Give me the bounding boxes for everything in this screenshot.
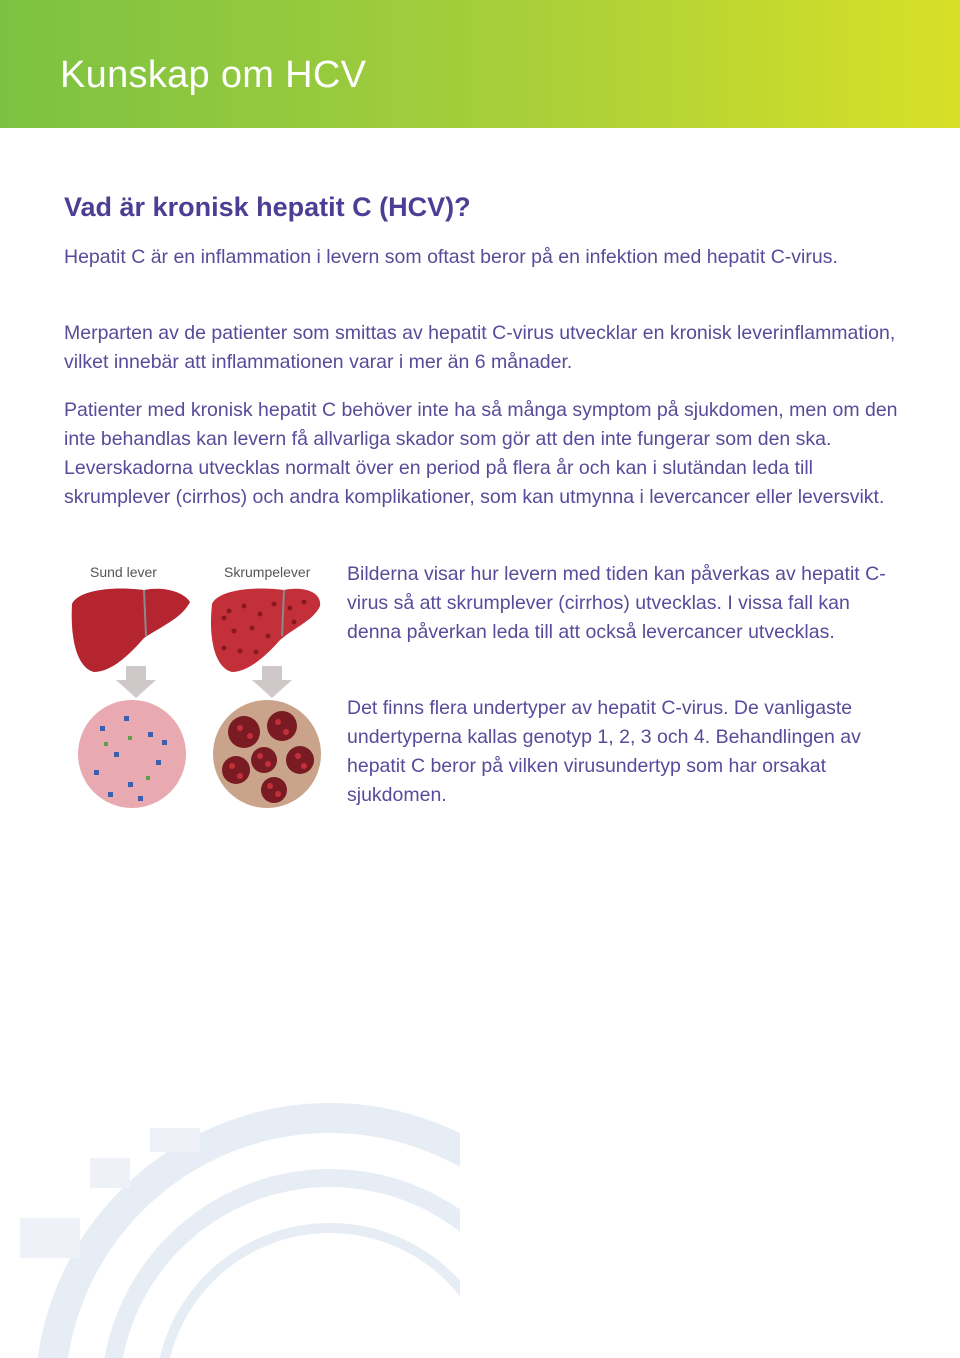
arrow-down-left	[116, 666, 156, 698]
paragraph-chronic: Merparten av de patienter som smittas av hepatit C-virus utvecklar en kronisk leverinflammation, vilket innebär att inflammationen varar i mer än 6 månader.	[64, 322, 896, 373]
decorative-circle-graphic	[0, 1098, 460, 1358]
arrow-down-right	[252, 666, 292, 698]
paragraph-symptoms: Patienter med kronisk hepatit C behöver inte ha så många symptom på sjukdomen, men om den inte behandlas kan levern få allvarliga skador som gör att den inte fungerar som den ska. Leverskadorna utvecklas normalt över en period på flera år och kan i slutändan leda till skrumplever (cirrhos) och andra komplikationer, som kan utmynna i levercancer eller leversvikt.	[64, 399, 898, 508]
paragraph-genotypes: Det finns flera undertyper av hepatit C-virus. De vanligaste undertyperna kallas genotyp 1, 2, 3 och 4. Behandlingen av hepatit C beror på vilken virusundertyp som har orsakat sjukdomen.	[347, 697, 861, 806]
paragraph-intro: Hepatit C är en inflammation i levern som oftast beror på en infektion med hepatit C-virus.	[64, 246, 838, 268]
header-banner	[0, 0, 960, 128]
liver-illustration	[64, 556, 334, 812]
label-cirrhotic-liver: Skrumpelever	[224, 564, 311, 580]
page-title: Kunskap om HCV	[60, 54, 367, 96]
healthy-liver-shape	[72, 589, 190, 672]
label-healthy-liver: Sund lever	[90, 564, 157, 580]
section-heading: Vad är kronisk hepatit C (HCV)?	[64, 192, 471, 222]
illustration-caption: Bilderna visar hur levern med tiden kan påverkas av hepatit C-virus så att skrumplever (cirrhos) utvecklas. I vissa fall kan denna påverkan leda till att också levercancer utvecklas.	[347, 563, 886, 643]
healthy-tissue-circle	[78, 700, 186, 808]
liver-drawing	[64, 556, 334, 812]
